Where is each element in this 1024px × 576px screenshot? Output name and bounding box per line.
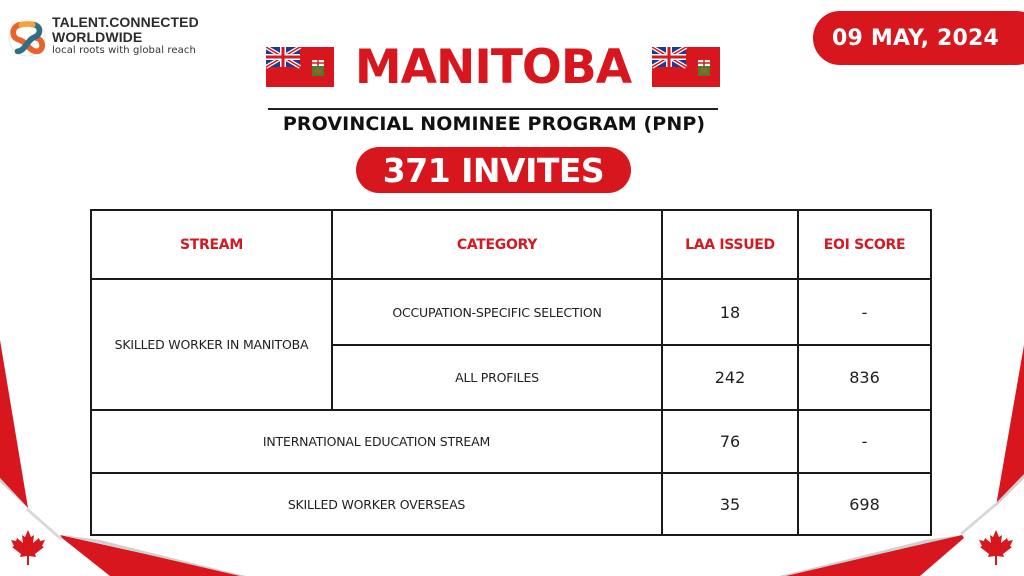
manitoba-flag-icon xyxy=(266,47,334,87)
eoi-score-cell: - xyxy=(798,279,931,345)
header-stream: STREAM xyxy=(91,210,332,279)
table-row xyxy=(91,410,931,473)
maple-leaf-icon xyxy=(978,528,1014,566)
header-eoi-score: EOI SCORE xyxy=(798,210,931,279)
title-divider xyxy=(268,108,718,110)
infinity-loop-logo-icon xyxy=(8,18,46,58)
stream-cell: SKILLED WORKER IN MANITOBA xyxy=(91,279,332,410)
table-row xyxy=(91,279,931,345)
invites-badge xyxy=(356,147,631,193)
eoi-score-cell: 698 xyxy=(798,473,931,535)
stream-cell: SKILLED WORKER OVERSEAS xyxy=(91,473,662,535)
laa-issued-cell: 35 xyxy=(662,473,798,535)
category-cell: OCCUPATION-SPECIFIC SELECTION xyxy=(332,279,662,345)
manitoba-flag-icon xyxy=(652,47,720,87)
maple-leaf-icon xyxy=(10,528,46,566)
eoi-score-cell: - xyxy=(798,410,931,473)
brand-name-line2: WORLDWIDE xyxy=(52,29,143,45)
eoi-score-cell: 836 xyxy=(798,345,931,410)
header-category: CATEGORY xyxy=(332,210,662,279)
stream-cell: INTERNATIONAL EDUCATION STREAM xyxy=(91,410,662,473)
province-title: MANITOBA xyxy=(354,39,632,95)
header-laa-issued: LAA ISSUED xyxy=(662,210,798,279)
laa-issued-cell: 242 xyxy=(662,345,798,410)
invites-count: 371 INVITES xyxy=(382,150,605,190)
laa-issued-cell: 76 xyxy=(662,410,798,473)
brand-name-line1: TALENT.CONNECTED xyxy=(52,14,199,30)
draw-results-table xyxy=(90,209,930,536)
category-cell: ALL PROFILES xyxy=(332,345,662,410)
brand-logo xyxy=(8,15,199,58)
brand-tagline: local roots with global reach xyxy=(52,45,196,56)
date-text: 09 MAY, 2024 xyxy=(832,25,1000,51)
laa-issued-cell: 18 xyxy=(662,279,798,345)
date-badge xyxy=(813,11,1024,65)
table-row xyxy=(91,473,931,535)
program-subtitle: PROVINCIAL NOMINEE PROGRAM (PNP) xyxy=(282,113,706,135)
title-row xyxy=(266,39,720,95)
